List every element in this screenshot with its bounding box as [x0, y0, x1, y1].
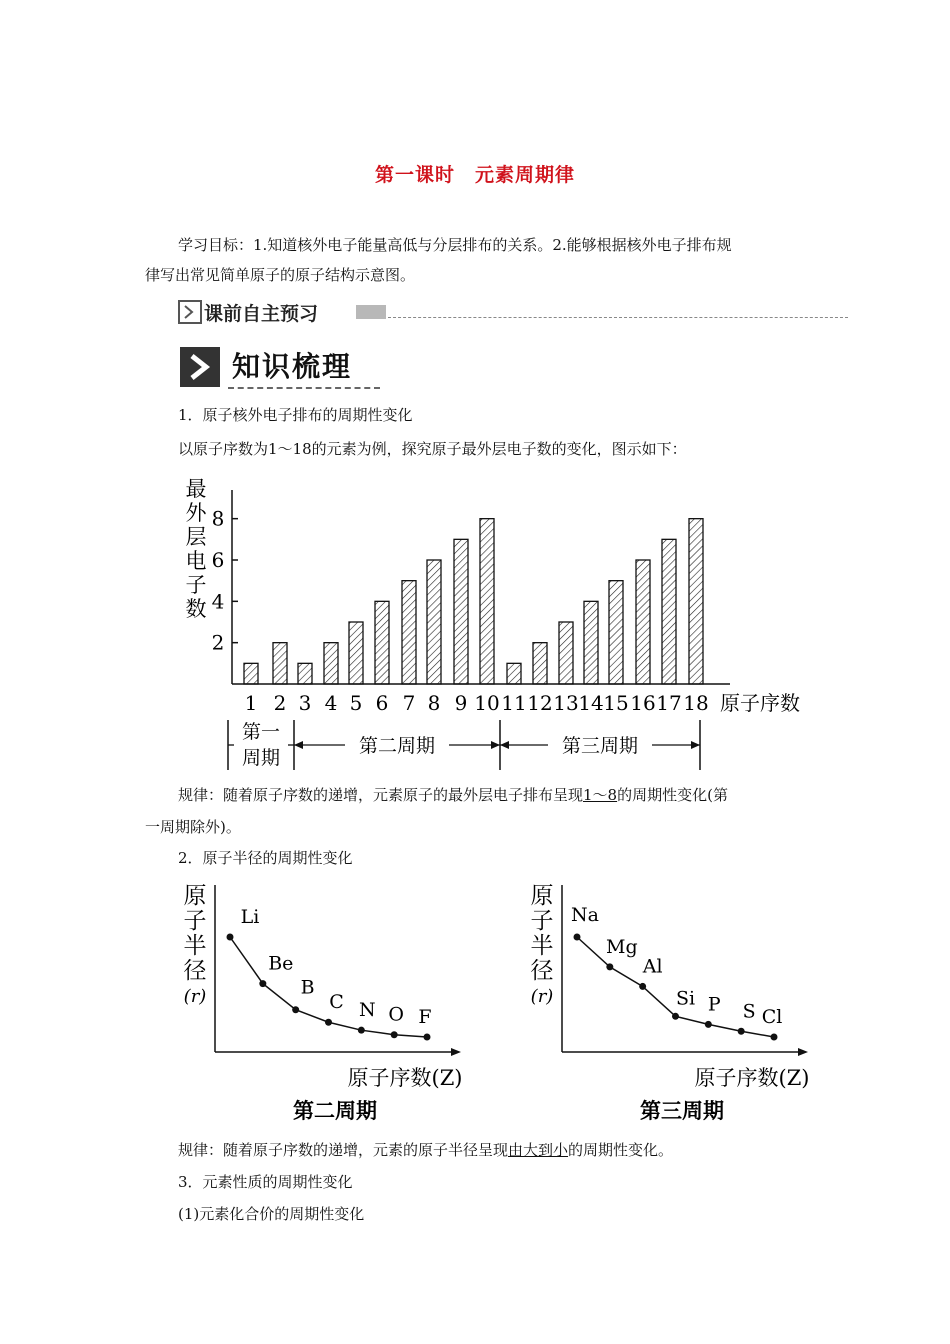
bar-y-tick-label: 4 — [211, 589, 225, 614]
bar-x-tick-label: 16 — [630, 691, 656, 715]
arrowhead — [691, 741, 700, 749]
period-label: 第三周期 — [561, 735, 639, 757]
bar — [662, 539, 676, 684]
bar — [427, 560, 441, 684]
radius-point — [424, 1034, 431, 1041]
radius-ylabel-char: 半 — [530, 933, 554, 959]
section2-rule — [178, 1139, 673, 1160]
radius-point — [391, 1031, 398, 1038]
bar — [559, 622, 573, 684]
radius-point-label: O — [388, 1003, 404, 1026]
bar-x-tick-label: 14 — [578, 691, 604, 715]
bar — [298, 663, 312, 684]
arrow-box-icon — [178, 300, 202, 324]
bar-ylabel-char: 数 — [185, 597, 207, 621]
bar-ylabel-char: 电 — [185, 549, 207, 573]
bar-x-tick-label: 11 — [501, 691, 527, 715]
arrowhead — [294, 741, 303, 749]
bar — [273, 643, 287, 684]
objectives-line1: 学习目标：1.知道核外电子能量高低与分层排布的关系。2.能够根据核外电子排布规 — [178, 236, 732, 254]
radius-ylabel-char: 径 — [530, 958, 554, 984]
radius-ylabel-char: 半 — [183, 933, 207, 959]
bar-x-tick-label: 13 — [553, 691, 579, 715]
bar-marks — [244, 519, 703, 684]
radius-point-label: B — [300, 976, 315, 999]
bar-x-tick-label: 10 — [474, 691, 500, 715]
rule-suffix: 的周期性变化(第 — [617, 786, 728, 804]
radius-point — [639, 983, 646, 990]
bar — [507, 663, 521, 684]
objectives-line2: 律写出常见简单原子的原子结构示意图。 — [145, 266, 416, 284]
bar-x-tick-label: 3 — [298, 691, 312, 715]
x-arrowhead — [451, 1048, 461, 1056]
bar-x-tick-label: 4 — [324, 691, 338, 715]
bar-x-tick-label: 5 — [349, 691, 363, 715]
bar-y-tick-label: 8 — [211, 506, 225, 531]
period-label: 周期 — [241, 747, 281, 769]
radius-point-label: Si — [675, 987, 696, 1010]
rule2-answer: 由大到小 — [508, 1141, 569, 1159]
bar-xlabel: 原子序数 — [720, 691, 800, 715]
radius-caption: 第三周期 — [640, 1098, 724, 1123]
radius-point — [672, 1013, 679, 1020]
radius-point — [325, 1019, 332, 1026]
radius-ylabel-char: 原 — [183, 883, 207, 909]
radius-ylabel-char: 原 — [530, 883, 554, 909]
arrowhead — [491, 741, 500, 749]
section3-heading: 3．元素性质的周期性变化 — [178, 1173, 353, 1191]
bar-x-tick-label: 12 — [527, 691, 553, 715]
bar — [402, 581, 416, 684]
bar — [244, 663, 258, 684]
preview-banner — [178, 297, 848, 327]
bar-x-tick-label: 15 — [603, 691, 629, 715]
radius-point — [574, 934, 581, 941]
period-label: 第一 — [241, 721, 281, 743]
radius-point-label: Na — [571, 904, 599, 926]
rule2-suffix: 的周期性变化。 — [568, 1141, 674, 1159]
radius-point — [259, 980, 266, 987]
bar — [324, 643, 338, 684]
section1-intro: 以原子序数为1～18的元素为例，探究原子最外层电子数的变化，图示如下： — [178, 440, 687, 458]
radius-point — [771, 1034, 778, 1041]
knowledge-banner-label: 知识梳理 — [232, 350, 353, 383]
radius-xlabel: 原子序数(Z) — [347, 1066, 463, 1090]
rule2-prefix: 规律：随着原子序数的递增，元素的原子半径呈现 — [178, 1141, 509, 1159]
bar-ylabel-char: 层 — [185, 525, 207, 549]
radius-point — [227, 934, 234, 941]
bar-ylabel — [186, 477, 208, 621]
bar — [480, 519, 494, 684]
bar — [689, 519, 703, 684]
rule-answer: 1～8 — [583, 786, 618, 804]
bar — [609, 581, 623, 684]
section1-rule — [178, 784, 728, 805]
radius-point-label: N — [359, 999, 376, 1022]
section1-rule-line2: 一周期除外)。 — [145, 818, 241, 836]
bar-periods — [228, 720, 700, 770]
bar-y-tick-label: 2 — [211, 630, 225, 655]
radius-caption: 第二周期 — [293, 1098, 377, 1123]
radius-point-label: P — [707, 993, 721, 1016]
period2-radius-chart — [175, 875, 475, 1135]
outer-electron-bar-chart — [170, 470, 820, 780]
bar-x-tick-label: 8 — [427, 691, 441, 715]
period-label: 第二周期 — [358, 735, 436, 757]
radius-point — [738, 1028, 745, 1035]
radius-point-label: C — [329, 991, 344, 1014]
knowledge-banner — [180, 343, 380, 391]
radius-point — [606, 963, 613, 970]
bar-x-tick-label: 9 — [454, 691, 468, 715]
radius-ylabel-unit: (r) — [530, 986, 554, 1007]
period3-radius-chart — [522, 875, 822, 1135]
bar-y-tick-label: 6 — [211, 548, 225, 572]
radius-point-label: S — [742, 1000, 756, 1023]
section3-sub1: (1)元素化合价的周期性变化 — [178, 1205, 365, 1223]
section1-heading: 1．原子核外电子排布的周期性变化 — [178, 406, 413, 424]
radius-point — [705, 1021, 712, 1028]
radius-ylabel-char: 子 — [530, 908, 554, 934]
rule-prefix: 规律：随着原子序数的递增，元素原子的最外层电子排布呈现 — [178, 786, 584, 804]
bar-x-tick-label: 2 — [273, 691, 287, 715]
chevron-box-icon — [180, 347, 220, 387]
bar-x-tick-label: 1 — [244, 691, 258, 715]
bar — [533, 643, 547, 684]
bar-x-tick-label: 17 — [656, 691, 682, 715]
radius-ylabel-unit: (r) — [183, 986, 207, 1007]
bar-ylabel-char: 最 — [185, 477, 207, 501]
banner-underline — [228, 387, 380, 389]
bar — [584, 601, 598, 684]
bar — [349, 622, 363, 684]
preview-banner-label: 课前自主预习 — [204, 303, 319, 325]
bar — [375, 601, 389, 684]
bar-x-tick-label: 7 — [402, 691, 416, 715]
radius-point — [292, 1006, 299, 1013]
radius-point-label: Al — [642, 955, 663, 978]
bar-x-tick-label: 6 — [375, 691, 389, 715]
radius-xlabel: 原子序数(Z) — [694, 1066, 810, 1090]
radius-point — [358, 1027, 365, 1034]
page-title: 第一课时 元素周期律 — [374, 164, 575, 186]
radius-point-label: Mg — [606, 935, 638, 958]
bar-ylabel-char: 外 — [185, 501, 207, 525]
bar — [454, 539, 468, 684]
radius-point-label: Li — [240, 906, 260, 928]
arrowhead — [500, 741, 509, 749]
section2-heading: 2．原子半径的周期性变化 — [178, 849, 353, 867]
bar-ylabel-char: 子 — [185, 573, 207, 597]
radius-point-label: F — [418, 1006, 432, 1028]
bar — [636, 560, 650, 684]
radius-point-label: Be — [268, 952, 294, 975]
bar-x-tick-label: 18 — [683, 691, 709, 715]
radius-ylabel-char: 径 — [183, 958, 207, 984]
x-arrowhead — [798, 1048, 808, 1056]
radius-point-label: Cl — [761, 1006, 783, 1028]
radius-ylabel-char: 子 — [183, 908, 207, 934]
banner-divider — [388, 317, 848, 318]
banner-decoration — [356, 305, 386, 319]
